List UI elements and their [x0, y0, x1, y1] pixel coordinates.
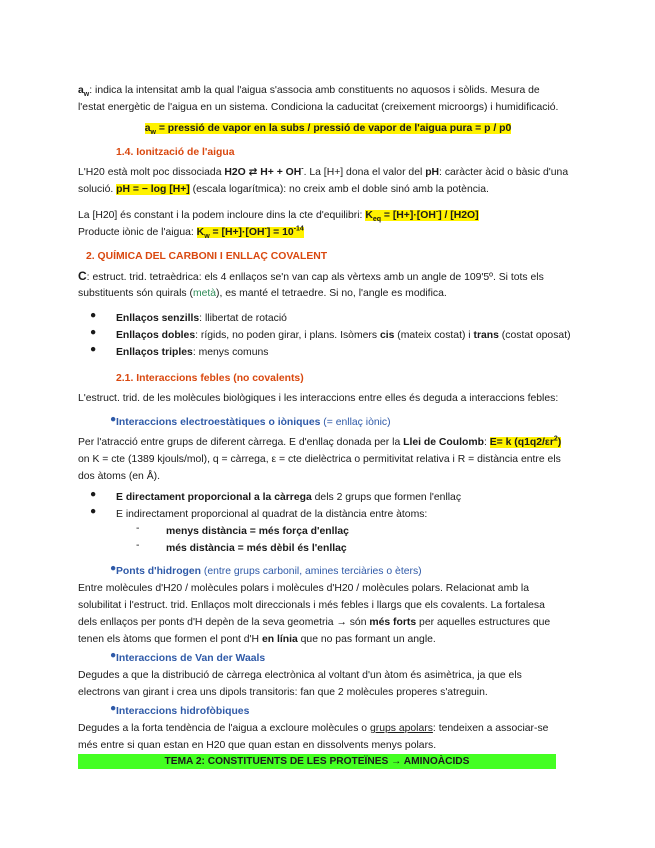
topic-banner: TEMA 2: CONSTITUENTS DE LES PROTEÏNES → AMINOÀCIDS	[78, 754, 556, 769]
bullet-icon: ●	[90, 327, 97, 338]
bullet-icon: ●	[90, 310, 97, 321]
list-item: - menys distància = més força d'enllaç	[136, 523, 349, 537]
hydrogen-line4: tenen els àtoms que formen el pont d'H en línia que no pas formant un angle.	[78, 634, 436, 645]
vanderwaals-line2: electrons van girant i crea uns dipols transitoris: fan que 2 molècules properes s'atreguin.	[78, 687, 488, 698]
bullet-icon: ●	[110, 650, 117, 661]
s2-line2: substituents són quirals (metà), es manté el tetraedre. Si no, l'angle es modifica.	[78, 288, 447, 299]
aw-line2: l'estat energètic de l'aigua en un sistema. Condiciona la caducitat (creixement microorgs) i humidificació.	[78, 102, 559, 113]
s14-line3: La [H20] és constant i la podem incloure dins la cte d'equilibri: $K_{eq} = [H+]\cdot[OH^-] / [H2O]$	[78, 208, 479, 224]
bullet-icon: ●	[110, 414, 117, 425]
s14-line1: L'H20 està molt poc dissociada H2O ⇄ H+ + OH-. La [H+] dona el valor del pH: caràcter àcid o bàsic d'una	[78, 165, 569, 178]
list-item: ● Enllaços senzills: llibertat de rotació	[90, 310, 287, 324]
list-item: ● Enllaços triples: menys comuns	[90, 344, 269, 358]
hydrophobic-line1: Degudes a la forta tendència de l'aigua a excloure molècules o grups apolars: tendeixen a associar-se	[78, 723, 549, 734]
s2-line1: C: estruct. trid. tetraèdrica: els 4 enllaços se'n van cap als vèrtexs amb un angle de 109'5º. Si tots els	[78, 269, 544, 283]
bullet-icon: ●	[90, 506, 97, 517]
s21-intro: L'estruct. trid. de les molècules biològiques i les interaccions entre elles és deguda a interaccions febles:	[78, 393, 559, 404]
dash-icon: -	[136, 523, 140, 534]
hydrogen-line1: Entre molècules d'H20 / molècules polars i molècules d'H20 / molècules polars. Relacionat amb la	[78, 583, 529, 594]
subheading-hydrogen: ● Ponts d'hidrogen (entre grups carbonil, amines terciàries o èters)	[110, 563, 422, 577]
aw-formula: $a_w$ = pressió de vapor en la subs / pressió de vapor de l'aigua pura = p / p0	[144, 123, 512, 137]
ionic-line1: Per l'atracció entre grups de diferent càrrega. E d'enllaç donada per la Llei de Coulomb: E= k $(q1q2/\varepsilon r^2)$	[78, 435, 562, 448]
hydrophobic-line2: més entre si quan estan en H20 que quan estan en dissolvents menys polars.	[78, 740, 437, 751]
vanderwaals-line1: Degudes a que la distribució de càrrega electrònica al voltant d'un àtom és asimètrica, ja que els	[78, 670, 522, 681]
dash-icon: -	[136, 540, 140, 551]
bullet-icon: ●	[110, 563, 117, 574]
s14-line4: Producte iònic de l'aigua: $K_w = [H+]\cdot[OH^-] = 10^{-14}$	[78, 225, 304, 241]
list-item: ● E indirectament proporcional al quadrat de la distància entre àtoms:	[90, 506, 428, 520]
ionic-line2: on K = cte (1389 kjouls/mol), q = càrrega, ε = cte dielèctrica o permitivitat relativa i R = distància entre els	[78, 454, 561, 465]
section-heading-2-1: 2.1. Interaccions febles (no covalents)	[116, 373, 304, 384]
bullet-icon: ●	[110, 703, 117, 714]
list-item: ● Enllaços dobles: rígids, no poden girar, i plans. Isòmers cis (mateix costat) i trans (costat oposat)	[90, 327, 571, 341]
s14-line2: solució. pH = − log [H+] (escala logarítmica): no creix amb el doble sinó amb la potència.	[78, 184, 489, 195]
list-item: ● E directament proporcional a la càrrega dels 2 grups que formen l'enllaç	[90, 489, 462, 503]
hydrogen-line2: solubilitat i l'estruct. trid. Enllaços molt direccionals i més febles i llargs que els covalents. La fortalesa	[78, 600, 545, 611]
hydrogen-line3: dels enllaços per ponts d'H depèn de la seva geometria → són més forts per aquelles estructures que	[78, 617, 551, 628]
section-heading-2: 2. QUÍMICA DEL CARBONI I ENLLAÇ COVALENT	[86, 251, 328, 262]
bullet-icon: ●	[90, 344, 97, 355]
ionic-line3: dos àtoms (en Å).	[78, 471, 161, 482]
subheading-ionic: ● Interaccions electroestàtiques o iòniques (= enllaç iònic)	[110, 414, 391, 428]
list-item: - més distància = més dèbil és l'enllaç	[136, 540, 347, 554]
aw-line1: $a_w$: indica la intensitat amb la qual l'aigua s'associa amb constituents no aquosos i sòlids. Mesura de	[78, 85, 540, 99]
subheading-vanderwaals: ● Interaccions de Van der Waals	[110, 650, 266, 664]
section-heading-1-4: 1.4. Ionització de l'aigua	[116, 147, 235, 158]
bullet-icon: ●	[90, 489, 97, 500]
subheading-hydrophobic: ● Interaccions hidrofòbiques	[110, 703, 250, 717]
